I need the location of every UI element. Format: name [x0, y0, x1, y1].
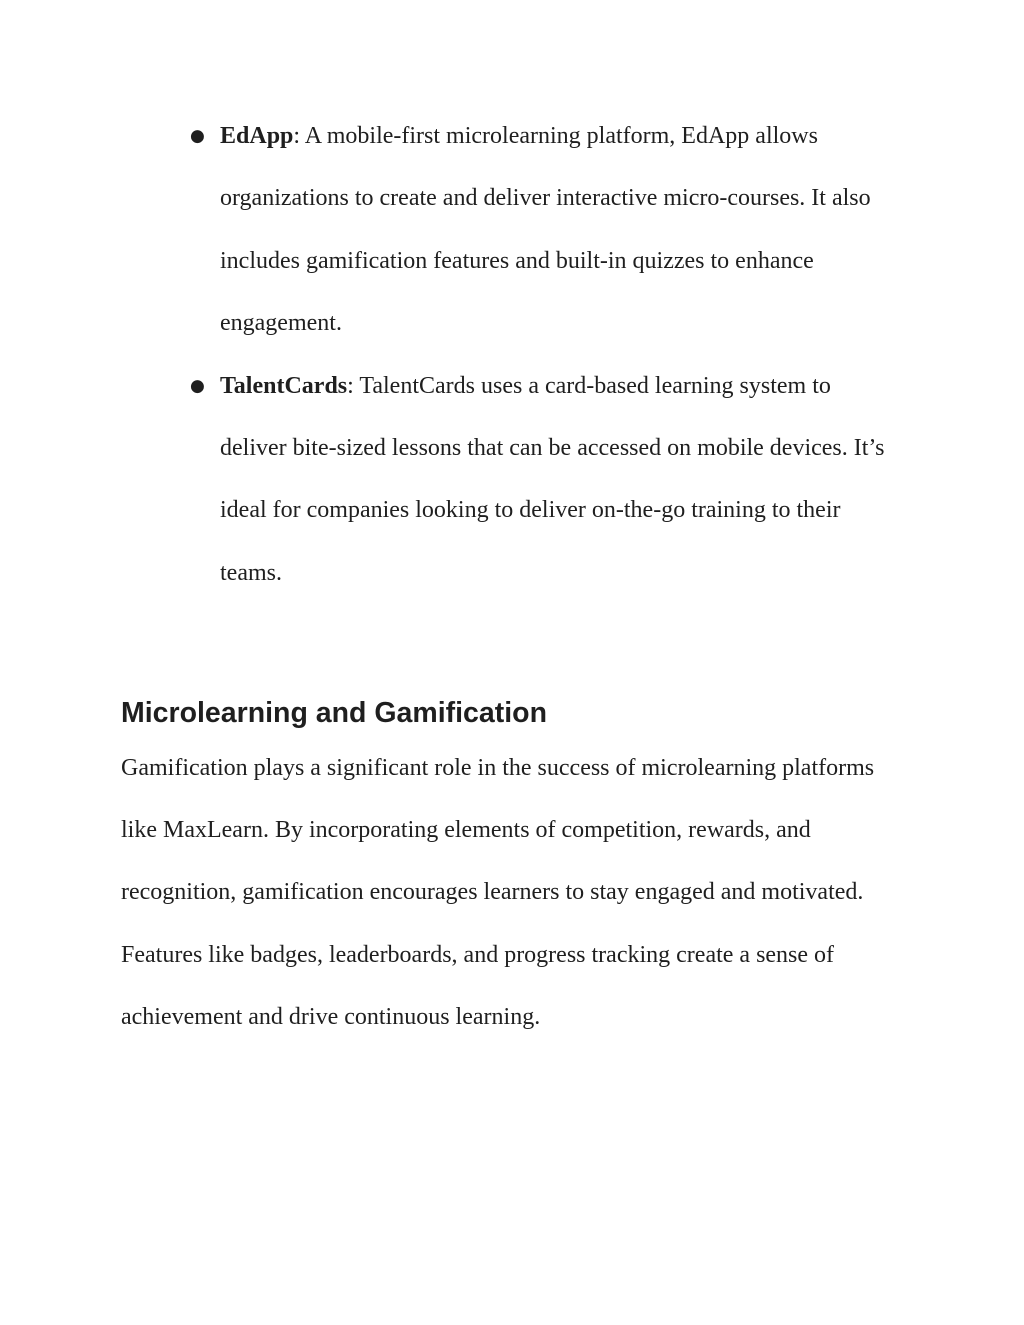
list-item-term: EdApp: [220, 123, 294, 149]
list-item-term: TalentCards: [220, 372, 348, 399]
list-item-edapp: [190, 105, 890, 355]
section-heading: Microlearning and Gamification: [121, 697, 547, 729]
platform-list: [190, 105, 890, 604]
section-paragraph: Gamification plays a significant role in the success of microlearning platforms like MaxLearn. By incorporating elements of competition, rewards, and recognition, gamification encourages learners to stay engaged and motivated. Features like badges, leaderboards, and progress tracking create a sense of achievement and drive continuous learning.: [121, 755, 875, 1030]
bullet-icon: ●: [190, 375, 205, 396]
list-item-talentcards: [190, 355, 890, 605]
list-item-description: : A mobile-first microlearning platform, EdApp allows organizations to create and deliver interactive micro-courses. It also includes gamification features and built-in quizzes to enhance engagement.: [220, 123, 871, 337]
list-item-description: : TalentCards uses a card-based learning system to deliver bite-sized lessons that can be accessed on mobile devices. It’s ideal for companies looking to deliver on-the-go training to their teams.: [220, 372, 885, 586]
bullet-icon: ●: [190, 126, 205, 146]
